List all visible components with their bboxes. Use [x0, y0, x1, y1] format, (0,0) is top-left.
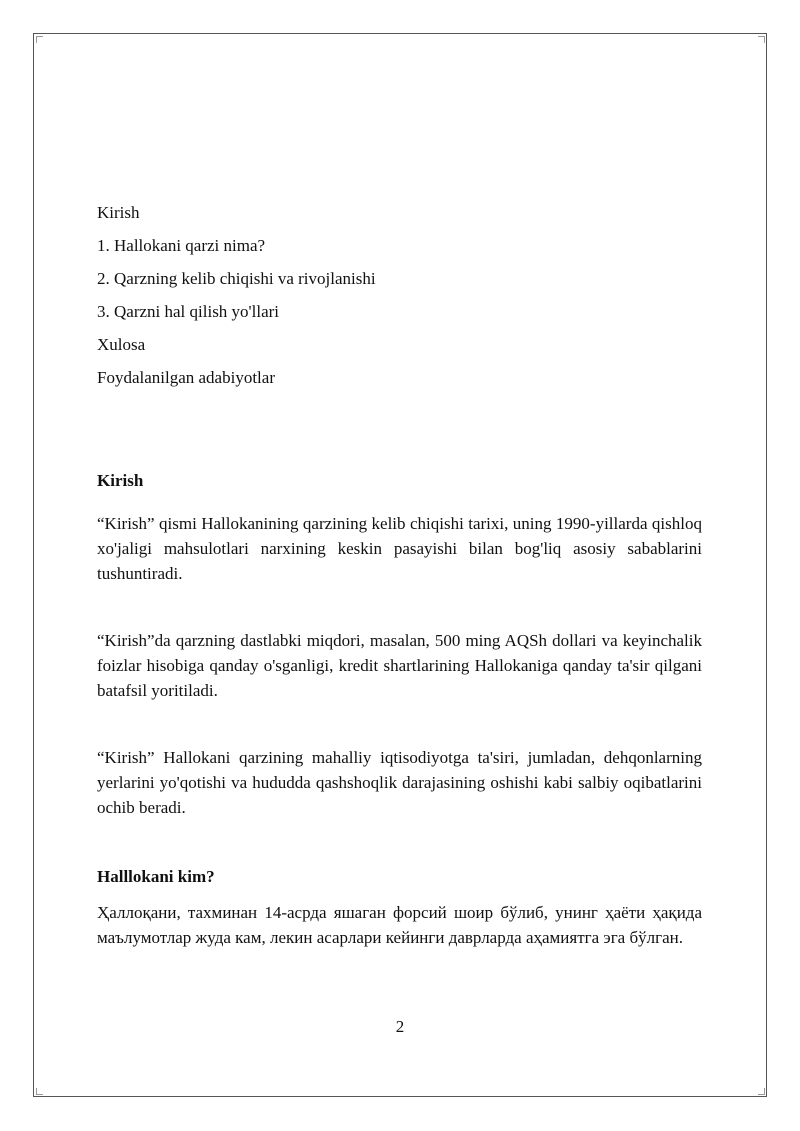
toc-item-2: 2. Qarzning kelib chiqishi va rivojlanishi — [97, 269, 376, 288]
section-heading-intro: Kirish — [97, 471, 144, 490]
toc-item-conclusion: Xulosa — [97, 335, 146, 354]
crop-mark-top-right — [758, 36, 765, 43]
table-of-contents — [97, 200, 702, 390]
page-number: 2 — [395, 1017, 405, 1036]
toc-item-intro: Kirish — [97, 203, 140, 222]
page-content — [97, 200, 702, 950]
section-heading-who: Halllokani kim? — [97, 867, 215, 886]
toc-item-1: 1. Hallokani qarzi nima? — [97, 236, 266, 255]
intro-paragraph-2: “Kirish”da qarzning dastlabki miqdori, masalan, 500 ming AQSh dollari va keyinchalik foizlar hisobiga qanday o'sganligi, kredit shartlarining Hallokaniga qanday ta'sir qilgani batafsil yoritiladi. — [97, 631, 702, 700]
crop-mark-top-left — [36, 36, 43, 43]
intro-paragraph-3: “Kirish” Hallokani qarzining mahalliy iqtisodiyotga ta'siri, jumladan, dehqonlarning yerlarini yo'qotishi va hududda qashshoqlik darajasining oshishi kabi salbiy oqibatlarini ochib beradi. — [97, 748, 702, 817]
toc-item-references: Foydalanilgan adabiyotlar — [97, 368, 275, 387]
crop-mark-bottom-right — [758, 1088, 765, 1095]
intro-paragraph-1: “Kirish” qismi Hallokanining qarzining kelib chiqishi tarixi, uning 1990-yillarda qishloq xo'jaligi mahsulotlari narxining keskin pasayishi bilan bog'liq asosiy sabablarini tushuntiradi. — [97, 514, 702, 583]
crop-mark-bottom-left — [36, 1088, 43, 1095]
toc-item-3: 3. Qarzni hal qilish yo'llari — [97, 302, 279, 321]
who-paragraph-1: Ҳаллоқани, тахминан 14-асрда яшаган форсий шоир бўлиб, унинг ҳаёти ҳақида маълумотлар жуда кам, лекин асарлари кейинги даврларда аҳамиятга эга бўлган. — [97, 903, 702, 947]
